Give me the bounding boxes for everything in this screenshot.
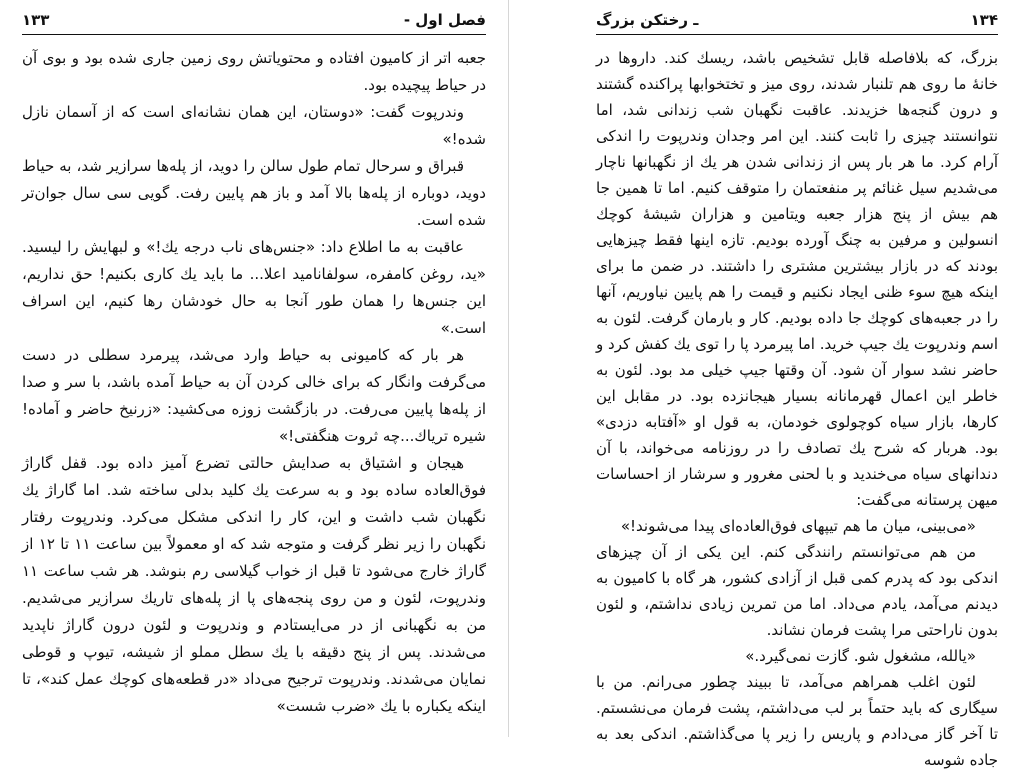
- paragraph: لئون اغلب همراهم می‌آمد، تا ببیند چطور می‌رانم. من با سیگاری كه باید حتماً بر لب می‌داشتم، پشت فرمان می‌نشستم. تا آخر گاز می‌دادم و پاریس را زیر پا می‌گذاشتم. اندكی بعد به جاده شوسه: [596, 673, 998, 769]
- paragraph: جعبه اتر از کامیون افتاده و محتویاتش روی زمین جاری شده بود و بوی آن در حیاط پیچیده بود.: [22, 49, 486, 94]
- page-body: [596, 45, 998, 773]
- left-page: [22, 0, 486, 737]
- page-header: [22, 6, 486, 35]
- paragraph: بزرگ، كه بلافاصله قابل تشخیص باشد، ریسك كند. داروها در خانهٔ ما روی هم تلنبار شدند، روی میز و تختخوابها پراكنده گشتند و درون گنجه‌ها خزیدند. عاقبت نگهبان شب زندانی شد، اما نتوانستند چیزی را ثابت كنند. این امر وجدان وندرپوت را اندكی آرام كرد. ما هر بار پس از زندانی شدن هر یك از نگهبانها ناچار می‌شدیم سیل غنائم پر منفعتمان را متوقف كنیم. اما تا همین جا هم بیش از پنج هزار جعبه ویتامین و هزاران شیشهٔ كوچك انسولین و مرفین به چنگ آورده بودیم. تازه اینها فقط چیزهایی بودند كه در بازار بیشترین مشتری را داشتند. در ضمن ما برای اینكه هیچ سوء ظنی ایجاد نكنیم و قیمت را هم پایین نیاوریم، آنها را در جعبه‌های كوچك جا داده بودیم. كار و بارمان گرفت. لئون به اسم وندرپوت یك جیپ خرید. اما پیرمرد پا را توی یك كفش كرد و حاضر نشد سوار آن شود. آن وقتها جیپ خیلی مد بود. لئون به خاطر این اعمال قهرمانانه بسیار هیجانزده بود. در مقابل این كارها، بازار سیاه كوچولوی خودمان، به قول او «آفتابه دزدی» بود. هربار كه شرح یك تصادف را در روزنامه می‌خواند، با آن دندانهای سیاه می‌خندید و با لحنی مغرور و سرشار از احساسات میهن پرستانه می‌گفت:: [596, 49, 998, 509]
- running-title: ـ رختكن بزرگ: [596, 11, 699, 29]
- paragraph: من هم می‌توانستم رانندگی كنم. این یكی از آن چیزهای اندكی بود كه پدرم كمی قبل از آزادی كشور، هر گاه با كامیون به دیدنم می‌آمد، یادم می‌داد. اما من تمرین زیادی نداشتم، و لئون بدون ناراحتی مرا پشت فرمان نشاند.: [596, 543, 998, 639]
- paragraph: عاقبت به ما اطلاع داد: «جنس‌های ناب درجه یك!» و لبهایش را لیسید. «ید، روغن کامفره، سولفانامید اعلا... ما باید یك كاری بكنیم! حق نداریم، این جنس‌ها را همان طور آنجا به حال خودشان رها كنیم، این اسراف است.»: [22, 238, 486, 337]
- page-number: ۱۳۳: [22, 11, 50, 29]
- paragraph: هیجان و اشتیاق به صدایش حالتی تضرع آمیز داده بود. قفل گاراژ فوق‌العاده ساده بود و به سرعت یك كلید بدلی ساخته شد. اما گاراژ یك نگهبان شب داشت و این، كار را اندكی مشكل می‌كرد. وندرپوت رفتار نگهبان را زیر نظر گرفت و متوجه شد كه او معمولاً بین ساعت ۱۱ تا ۱۲ از گاراژ خارج می‌شود تا قبل از خواب گیلاسی رم بنوشد. هر شب ساعت ۱۱ وندرپوت، لئون و من روی پنجه‌های پا از پله‌های تاریك سرازیر می‌شدیم. من به نگهبانی از در می‌ایستادم و وندرپوت و لئون درون گاراژ ناپدید می‌شدند. پس از پنج دقیقه با یك سطل مملو از شیشه، تیوپ و قوطی نمایان می‌شدند. وندرپوت ترجیح می‌داد «در قطعه‌های كوچك عمل كند»، تا اینكه یكباره با یك «ضرب شست»: [22, 454, 486, 715]
- page-header: [596, 6, 998, 35]
- right-page: [596, 0, 998, 769]
- running-title: فصل اول -: [403, 11, 486, 29]
- page-body: [22, 45, 486, 720]
- paragraph: هر بار كه كامیونی به حیاط وارد می‌شد، پیرمرد سطلی در دست می‌گرفت وانگار كه برای خالی كردن آن به حیاط آمده باشد، با سر و صدا از پله‌ها پایین می‌رفت. در بازگشت زوزه می‌كشید: «زرنیخ حاضر و آماده! شیره تریاك...چه ثروت هنگفتی!»: [22, 346, 486, 445]
- paragraph: قبراق و سرحال تمام طول سالن را دوید، از پله‌ها سرازیر شد، به حیاط دوید، دوباره از پله‌ها بالا آمد و باز هم پایین رفت. گویی سی سال جوان‌تر شده است.: [22, 157, 486, 229]
- paragraph: «می‌بینی، میان ما هم تیپهای فوق‌العاده‌ای پیدا می‌شوند!»: [620, 517, 976, 535]
- page-gutter: [508, 0, 509, 737]
- paragraph: «یالله، مشغول شو. گازت نمی‌گیرد.»: [745, 647, 976, 665]
- paragraph: وندرپوت گفت: «دوستان، این همان نشانه‌ای است که از آسمان نازل شده!»: [22, 103, 486, 148]
- page-number: ۱۳۴: [970, 11, 998, 29]
